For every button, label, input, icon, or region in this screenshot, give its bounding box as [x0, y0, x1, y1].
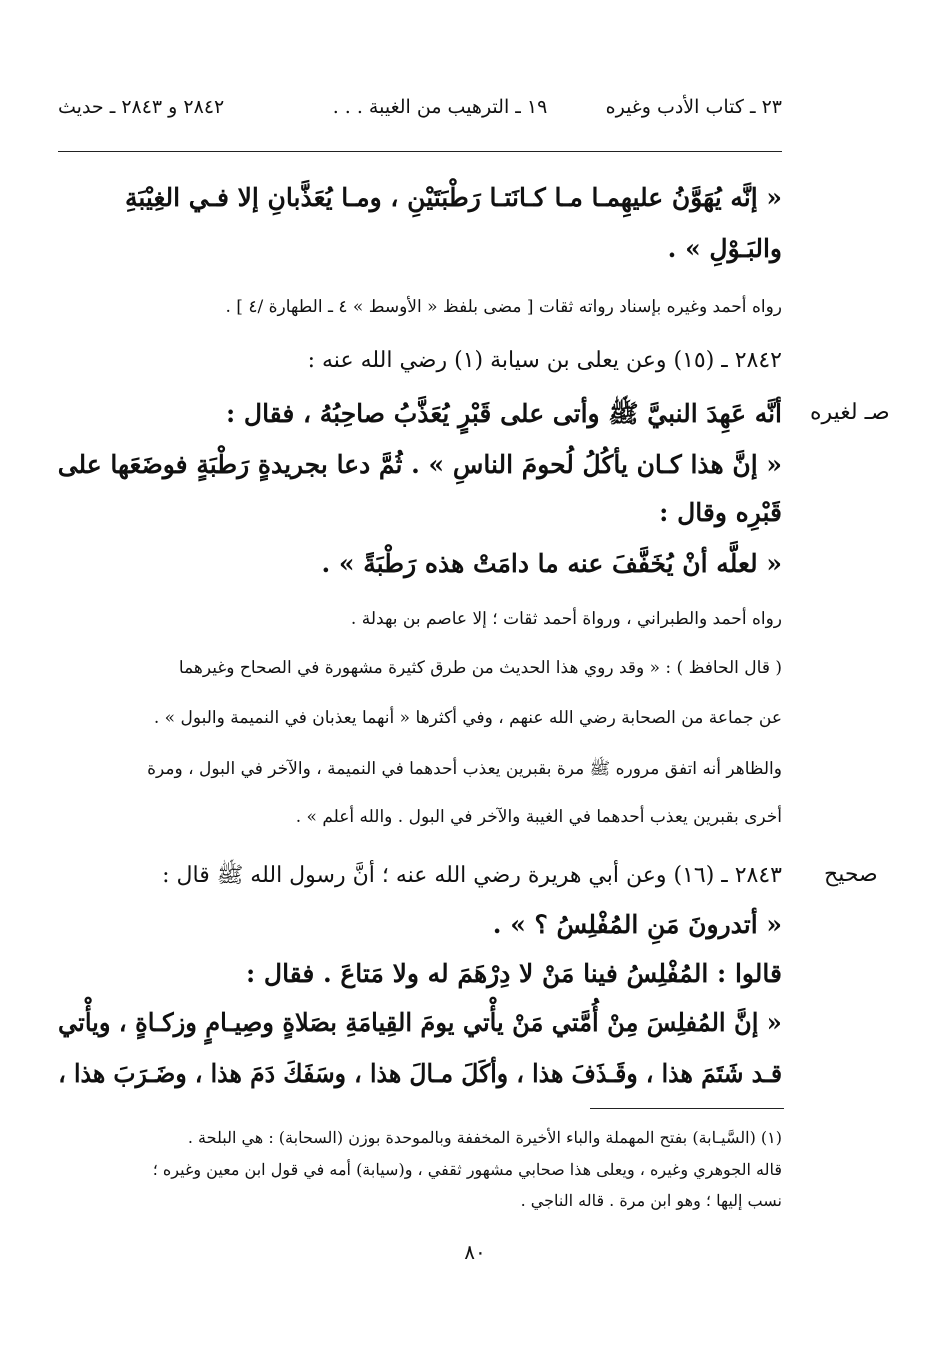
hadith-text-line: « أتدرونَ مَنِ المُفْلِسُ ؟ » . — [492, 910, 782, 939]
footnote-line: نسب إليها ؛ وهو ابن مرة . قاله الناجي . — [520, 1191, 782, 1210]
grade-2843: صحيح — [824, 862, 878, 887]
takhrij-note: رواه أحمد والطبراني ، ورواة أحمد ثقات ؛ إلا عاصم بن بهدلة . — [350, 609, 782, 629]
hadith-2842-heading: ٢٨٤٢ ـ (١٥) وعن يعلى بن سيابة (١) رضي الله عنه : — [307, 348, 782, 373]
header-section: ١٩ ـ الترهيب من الغيبة . . . — [332, 96, 548, 118]
hafiz-comment-line: ( قال الحافظ ) : « وقد روي هذا الحديث من طرق كثيرة مشهورة في الصحاح وغيرهما — [178, 658, 782, 678]
hafiz-comment-line: والظاهر أنه اتفق مروره ﷺ مرة بقبرين يعذب أحدهما في النميمة ، والآخر في البول ، ومرة — [147, 759, 782, 779]
hadith-2843-heading: ٢٨٤٣ ـ (١٦) وعن أبي هريرة رضي الله عنه ؛ أنَّ رسول الله ﷺ قال : — [162, 863, 782, 888]
footnote-rule — [590, 1108, 784, 1109]
footnote-line: قاله الجوهري وغيره ، ويعلى هذا صحابي مشهور ثقفي ، و(سيابة) أمه في قول ابن معين وغيره ؛ — [152, 1160, 782, 1179]
hadith-text-line: والبَـوْلِ » . — [667, 234, 782, 263]
header-hadith-range: ٢٨٤٢ و ٢٨٤٣ ـ حديث — [58, 96, 225, 118]
grade-2842: صـ لغيره — [810, 400, 890, 425]
hafiz-comment-line: أخرى بقبرين يعذب أحدهما في الغيبة والآخر في البول . والله أعلم » . — [295, 807, 782, 827]
hadith-text-line: « إنَّ هذا كـان يأكُلُ لُحومَ الناسِ » . ثُمَّ دعا بجريدةٍ رَطْبَةٍ فوضَعَها على — [57, 450, 782, 479]
hadith-text-line: قالوا : المُفْلِسُ فينا مَنْ لا دِرْهَمَ له ولا مَتاعَ . فقال : — [245, 959, 782, 988]
footnote-line: (١) (السَّيـابة) بفتح المهملة والباء الأخيرة المخففة وبالموحدة بوزن (السحابة) : هي البلحة . — [187, 1128, 782, 1147]
header-chapter: ٢٣ ـ كتاب الأدب وغيره — [605, 96, 782, 118]
hadith-text-line: أنَّه عَهِدَ النبيَّ ﷺ وأتى على قَبْرٍ يُعَذَّبُ صاحِبُهُ ، فقال : — [225, 399, 782, 428]
hadith-text-line: قَبْرِه وقال : — [659, 498, 782, 527]
page-number: ٨٠ — [464, 1240, 486, 1264]
hadith-text-line: « إنَّ المُفلِسَ مِنْ أُمَّتي مَنْ يأْتي يومَ القِيامَةِ بصَلاةٍ وصِيـامٍ وزكـاةٍ ، ويأْتي — [58, 1008, 782, 1037]
hadith-text-line: قـد شَتَمَ هذا ، وقَـذَفَ هذا ، وأكَلَ مـالَ هذا ، وسَفَكَ دَمَ هذا ، وضَـرَبَ هذا ، — [58, 1059, 782, 1088]
header-rule — [58, 151, 782, 152]
hafiz-comment-line: عن جماعة من الصحابة رضي الله عنهم ، وفي أكثرها « أنهما يعذبان في النميمة والبول » . — [153, 708, 782, 728]
hadith-text-line: « لعلَّه أنْ يُخَفَّفَ عنه ما دامَتْ هذه رَطْبَةً » . — [321, 549, 782, 578]
hadith-text-line: « إنَّه يُهَوَّنُ عليهِمـا مـا كـانَتـا رَطْبَتَيْنِ ، ومـا يُعَذَّبانِ إلا فـي الغِيْبَةِ — [124, 183, 782, 212]
takhrij-note: رواه أحمد وغيره بإسناد رواته ثقات [ مضى بلفظ « الأوسط » ٤ ـ الطهارة /٤ ] . — [225, 297, 782, 317]
